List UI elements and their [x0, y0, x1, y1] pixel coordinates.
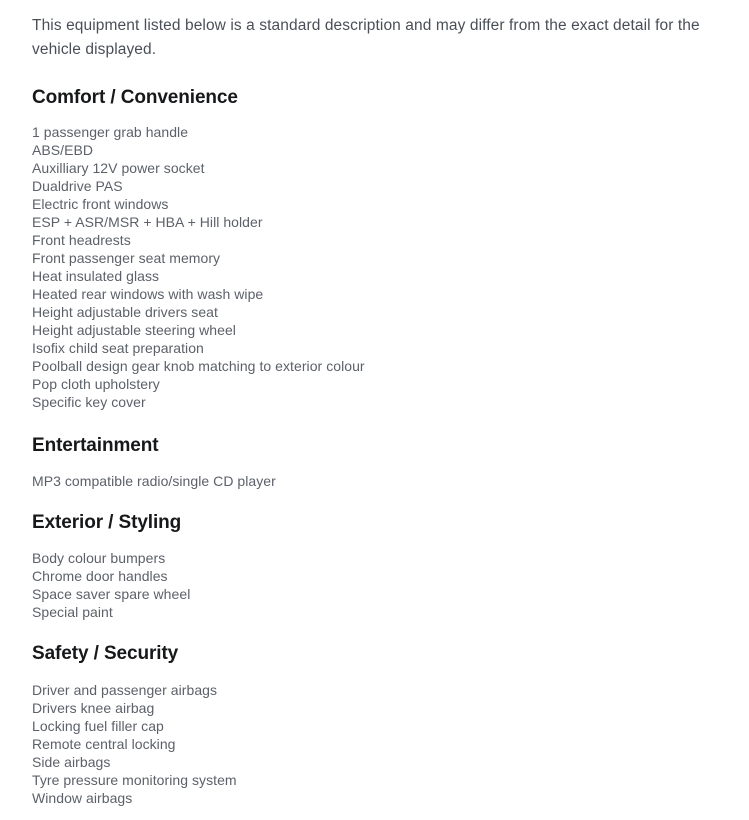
- intro-paragraph: This equipment listed below is a standard description and may differ from the exact detail for the vehicle displayed.: [32, 17, 700, 58]
- feature-list-safety-security: [32, 666, 717, 807]
- feature-list-entertainment: [32, 458, 717, 490]
- list-item: Dualdrive PAS: [32, 178, 123, 194]
- section-safety-security: [32, 621, 717, 807]
- section-entertainment: [32, 411, 717, 490]
- list-item: Height adjustable steering wheel: [32, 322, 236, 338]
- list-item: Driver and passenger airbags: [32, 682, 218, 698]
- section-heading-comfort-convenience: Comfort / Convenience: [32, 87, 238, 108]
- feature-list-comfort-convenience: [32, 110, 717, 411]
- list-item: Isofix child seat preparation: [32, 340, 204, 356]
- list-item: Tyre pressure monitoring system: [32, 772, 237, 788]
- list-item: Body colour bumpers: [32, 550, 166, 566]
- list-item: Heat insulated glass: [32, 268, 160, 284]
- list-item: Front headrests: [32, 232, 131, 248]
- list-item: Drivers knee airbag: [32, 700, 155, 716]
- list-item: MP3 compatible radio/single CD player: [32, 473, 276, 489]
- section-exterior-styling: [32, 490, 717, 621]
- list-item: Side airbags: [32, 754, 111, 770]
- list-item: Chrome door handles: [32, 568, 168, 584]
- list-item: Poolball design gear knob matching to exterior colour: [32, 358, 365, 374]
- section-heading-safety-security: Safety / Security: [32, 643, 179, 664]
- list-item: Space saver spare wheel: [32, 586, 191, 602]
- list-item: Height adjustable drivers seat: [32, 304, 218, 320]
- list-item: Remote central locking: [32, 736, 176, 752]
- list-item: Front passenger seat memory: [32, 250, 221, 266]
- list-item: Electric front windows: [32, 196, 169, 212]
- list-item: Locking fuel filler cap: [32, 718, 164, 734]
- list-item: ESP + ASR/MSR + HBA + Hill holder: [32, 214, 263, 230]
- section-comfort-convenience: [32, 62, 717, 411]
- list-item: 1 passenger grab handle: [32, 124, 189, 140]
- list-item: Window airbags: [32, 790, 133, 806]
- section-heading-exterior-styling: Exterior / Styling: [32, 512, 182, 533]
- feature-list-exterior-styling: [32, 535, 717, 621]
- list-item: Special paint: [32, 604, 113, 620]
- list-item: ABS/EBD: [32, 142, 94, 158]
- list-item: Heated rear windows with wash wipe: [32, 286, 264, 302]
- list-item: Pop cloth upholstery: [32, 376, 160, 392]
- section-heading-entertainment: Entertainment: [32, 435, 159, 456]
- list-item: Specific key cover: [32, 394, 146, 410]
- list-item: Auxilliary 12V power socket: [32, 160, 205, 176]
